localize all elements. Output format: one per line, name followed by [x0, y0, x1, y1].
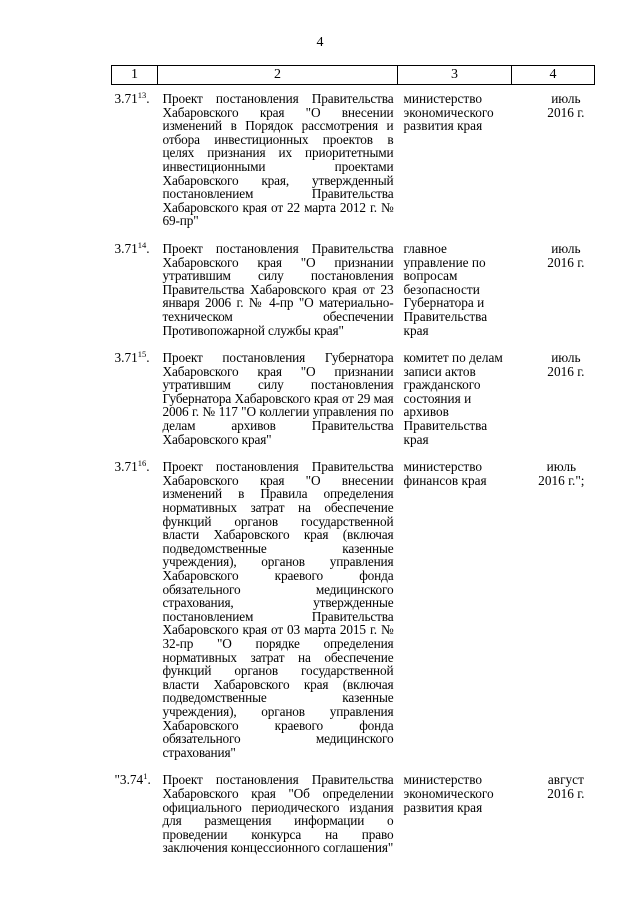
item-number: 3.71$^{15}$. — [114, 349, 150, 366]
item-title: Проект постановления Правительства Хабаровского края "О внесении изменений в Правила определения нормативных затрат на обеспечение функций органов государственной власти Хабаровского края (включая подведомственные казенные учреждения), органов управления Хабаровского краевого фонда обязательного медицинского страхования, утвержденные постановлением Правительства Хабаровского края от 03 марта 2015 г. № 32-пр "О порядке определения нормативных затрат на обеспечение функций органов государственной власти Хабаровского края (включая подведомственные казенные учреждения), органов управления Хабаровского краевого фонда обязательного медицинского страхования" — [162, 459, 394, 760]
item-responsible: министерство экономического развития края — [403, 772, 494, 815]
item-term: июль 2016 г. — [547, 350, 585, 379]
item-number: "3.74$^1$. — [114, 771, 151, 788]
item-title: Проект постановления Правительства Хабаровского края "Об определении официального периодического издания для размещения информации о проведении конкурса на право заключения концессионного соглашения" — [162, 772, 394, 856]
page-number: 4 — [316, 35, 324, 50]
item-number: 3.71$^{16}$. — [114, 458, 150, 475]
header-cell-3: 3 — [398, 66, 512, 85]
item-title: Проект постановления Губернатора Хабаровского края "О признании утратившим силу постановления Губернатора Хабаровского края от 29 мая 2006 г. № 117 "О коллегии управления по делам архивов Правительства Хабаровского края" — [162, 350, 394, 447]
item-responsible: комитет по делам записи актов гражданского состояния и архивов Правительства края — [403, 350, 503, 447]
header-cell-1: 1 — [112, 66, 158, 85]
table-row — [112, 85, 595, 235]
header-cell-2: 2 — [158, 66, 398, 85]
item-responsible: главное управление по вопросам безопасности Губернатора и Правительства края — [403, 240, 488, 338]
plan-table — [111, 65, 595, 862]
table-row — [112, 235, 595, 344]
item-responsible: министерство экономического развития края — [403, 91, 494, 134]
table-header-row — [112, 66, 595, 85]
item-number: 3.71$^{14}$. — [114, 239, 150, 256]
header-cell-4: 4 — [512, 66, 595, 85]
item-term: август 2016 г. — [547, 772, 585, 801]
item-title: Проект постановления Правительства Хабаровского края "О внесении изменений в Порядок рассмотрения и отбора инвестиционных проектов в целях признания их приоритетными инвестиционными проектами Хабаровского края, утвержденный постановлением Правительства Хабаровского края от 22 марта 2012 г. № 69-пр" — [162, 91, 394, 229]
item-term: июль 2016 г. — [547, 91, 585, 120]
item-term: июль 2016 г. — [547, 240, 585, 270]
item-term: июль 2016 г."; — [538, 459, 585, 488]
item-title: Проект постановления Правительства Хабаровского края "О признании утратившим силу постановления Правительства Хабаровского края от 23 января 2006 г. № 4-пр "О материально-техническом обеспечении Противопожарной службы края" — [162, 240, 394, 338]
table-row — [112, 344, 595, 453]
item-responsible: министерство финансов края — [403, 459, 487, 488]
table-row — [112, 766, 595, 862]
table-row — [112, 453, 595, 766]
item-number: 3.71$^{13}$. — [114, 90, 150, 106]
